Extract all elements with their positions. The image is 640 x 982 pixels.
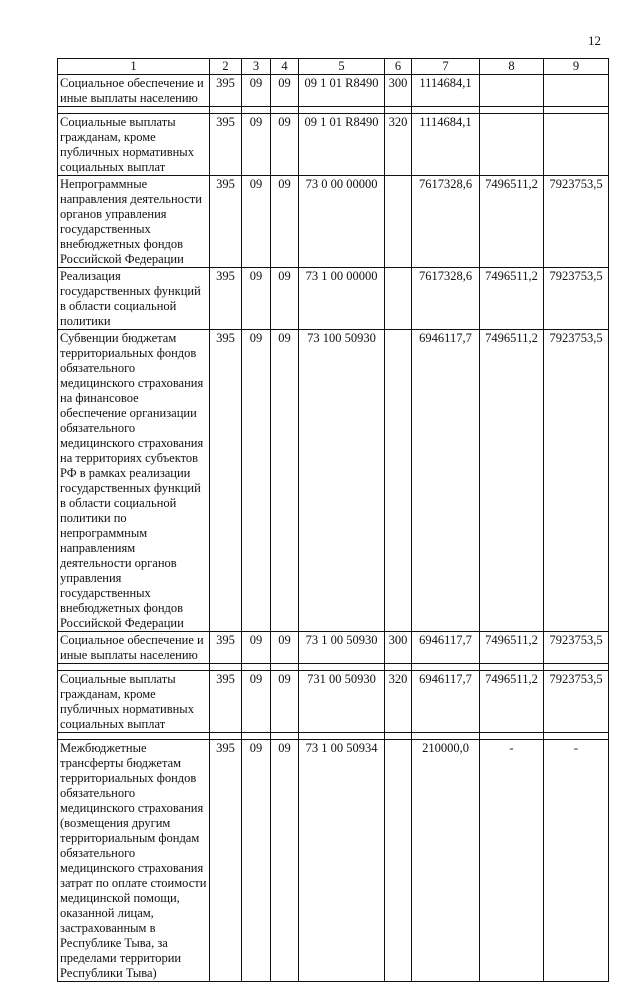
- header-cell: 4: [271, 59, 299, 75]
- row-description: Социальное обеспечение и иные выплаты населению: [58, 75, 210, 107]
- cell-col3: 09: [242, 671, 271, 733]
- cell-col5: 73 100 50930: [299, 330, 385, 632]
- cell-col2: 395: [210, 268, 242, 330]
- cell-col7: 6946117,7: [412, 671, 480, 733]
- table-row: [58, 75, 609, 107]
- cell-col4: 09: [271, 75, 299, 107]
- cell-col4: 09: [271, 268, 299, 330]
- header-cell: 3: [242, 59, 271, 75]
- cell-col4: 09: [271, 671, 299, 733]
- cell-col9: 7923753,5: [544, 632, 609, 664]
- cell-col7: 6946117,7: [412, 330, 480, 632]
- row-description: Непрограммные направления деятельности органов управления государственных внебюджетных фондов Российской Федерации: [58, 176, 210, 268]
- table-row: [58, 330, 609, 632]
- cell-col9: 7923753,5: [544, 268, 609, 330]
- cell-col5: 09 1 01 R8490: [299, 114, 385, 176]
- cell-col2: 395: [210, 671, 242, 733]
- cell-col8: 7496511,2: [480, 632, 544, 664]
- cell-col5: 73 0 00 00000: [299, 176, 385, 268]
- cell-col5: 73 1 00 00000: [299, 268, 385, 330]
- cell-col8: 7496511,2: [480, 176, 544, 268]
- cell-col6: [385, 330, 412, 632]
- table-row: [58, 268, 609, 330]
- cell-col8: -: [480, 740, 544, 982]
- cell-col8: [480, 75, 544, 107]
- cell-col6: [385, 740, 412, 982]
- cell-col3: 09: [242, 114, 271, 176]
- row-description: Социальное обеспечение и иные выплаты населению: [58, 632, 210, 664]
- table-header-row: [58, 59, 609, 75]
- budget-table: [57, 58, 609, 982]
- cell-col5: 73 1 00 50930: [299, 632, 385, 664]
- table-row: [58, 740, 609, 982]
- cell-col6: 300: [385, 632, 412, 664]
- cell-col6: 320: [385, 671, 412, 733]
- row-description: Социальные выплаты гражданам, кроме публичных нормативных социальных выплат: [58, 114, 210, 176]
- cell-col7: 6946117,7: [412, 632, 480, 664]
- cell-col4: 09: [271, 632, 299, 664]
- cell-col9: 7923753,5: [544, 671, 609, 733]
- cell-col2: 395: [210, 330, 242, 632]
- header-cell: 7: [412, 59, 480, 75]
- cell-col3: 09: [242, 632, 271, 664]
- cell-col3: 09: [242, 176, 271, 268]
- cell-col7: 1114684,1: [412, 75, 480, 107]
- cell-col2: 395: [210, 632, 242, 664]
- row-description: Социальные выплаты гражданам, кроме публичных нормативных социальных выплат: [58, 671, 210, 733]
- row-description: Межбюджетные трансферты бюджетам территориальных фондов обязательного медицинского страхования (возмещения другим территориальным фондам обязательного медицинского страхования затрат по оплате стоимости медицинской помощи, оказанной лицам, застрахованным в Республике Тыва, за пределами территории Республики Тыва): [58, 740, 210, 982]
- cell-col5: 09 1 01 R8490: [299, 75, 385, 107]
- cell-col7: 7617328,6: [412, 176, 480, 268]
- cell-col4: 09: [271, 330, 299, 632]
- row-spacer: [58, 733, 609, 740]
- cell-col7: 210000,0: [412, 740, 480, 982]
- cell-col9: -: [544, 740, 609, 982]
- cell-col3: 09: [242, 268, 271, 330]
- cell-col6: [385, 176, 412, 268]
- header-cell: 8: [480, 59, 544, 75]
- cell-col3: 09: [242, 75, 271, 107]
- cell-col9: 7923753,5: [544, 330, 609, 632]
- cell-col7: 1114684,1: [412, 114, 480, 176]
- table-row: [58, 114, 609, 176]
- row-spacer: [58, 107, 609, 114]
- header-cell: 1: [58, 59, 210, 75]
- cell-col4: 09: [271, 740, 299, 982]
- cell-col9: 7923753,5: [544, 176, 609, 268]
- row-spacer: [58, 664, 609, 671]
- header-cell: 2: [210, 59, 242, 75]
- cell-col8: 7496511,2: [480, 330, 544, 632]
- cell-col3: 09: [242, 740, 271, 982]
- cell-col4: 09: [271, 114, 299, 176]
- cell-col8: 7496511,2: [480, 268, 544, 330]
- header-cell: 6: [385, 59, 412, 75]
- cell-col5: 731 00 50930: [299, 671, 385, 733]
- cell-col9: [544, 114, 609, 176]
- row-description: Реализация государственных функций в области социальной политики: [58, 268, 210, 330]
- page-number: 12: [588, 33, 601, 48]
- cell-col5: 73 1 00 50934: [299, 740, 385, 982]
- cell-col8: [480, 114, 544, 176]
- cell-col9: [544, 75, 609, 107]
- cell-col7: 7617328,6: [412, 268, 480, 330]
- table-body: [58, 59, 609, 982]
- cell-col6: [385, 268, 412, 330]
- table-row: [58, 671, 609, 733]
- cell-col2: 395: [210, 75, 242, 107]
- cell-col6: 300: [385, 75, 412, 107]
- header-cell: 9: [544, 59, 609, 75]
- cell-col4: 09: [271, 176, 299, 268]
- cell-col8: 7496511,2: [480, 671, 544, 733]
- cell-col3: 09: [242, 330, 271, 632]
- table-row: [58, 632, 609, 664]
- table-row: [58, 176, 609, 268]
- cell-col2: 395: [210, 176, 242, 268]
- cell-col6: 320: [385, 114, 412, 176]
- cell-col2: 395: [210, 740, 242, 982]
- header-cell: 5: [299, 59, 385, 75]
- row-description: Субвенции бюджетам территориальных фондов обязательного медицинского страхования на финансовое обеспечение организации обязательного медицинского страхования на территориях субъектов РФ в рамках реализации государственных функций в области социальной политики по непрограммным направлениям деятельности органов управления государственных внебюджетных фондов Российской Федерации: [58, 330, 210, 632]
- cell-col2: 395: [210, 114, 242, 176]
